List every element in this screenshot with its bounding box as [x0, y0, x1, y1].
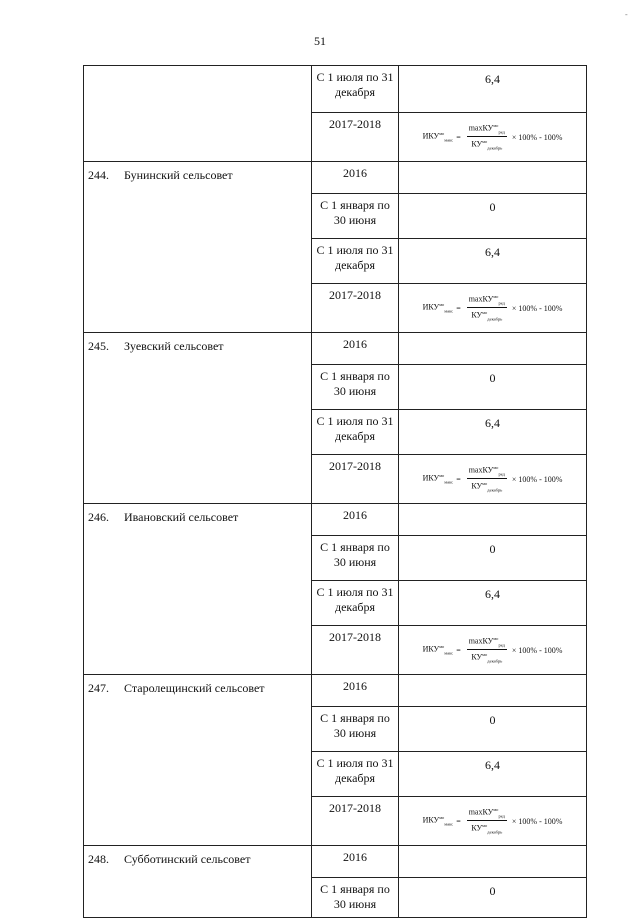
formula-fraction — [467, 805, 507, 838]
value-cell: 0 — [399, 536, 587, 581]
value-cell: 6,4 — [399, 410, 587, 455]
index-formula — [399, 121, 586, 154]
period-cell: С 1 января по 30 июня — [312, 707, 399, 752]
formula-cell — [399, 284, 587, 333]
formula-fraction — [467, 121, 507, 154]
municipality-name: Субботинский сельсовет — [124, 852, 251, 866]
formula-numerator: maxКУ$^{мо}_{ред}$ — [467, 121, 507, 137]
table-row — [84, 162, 587, 194]
municipality-name: Старолещинский сельсовет — [124, 681, 265, 695]
row-number: 246. — [88, 510, 109, 524]
corner-mark: - — [625, 10, 628, 19]
period-cell: 2017-2018 — [312, 797, 399, 846]
value-cell: 6,4 — [399, 581, 587, 626]
period-cell: 2017-2018 — [312, 455, 399, 504]
municipality-name: Ивановский сельсовет — [124, 510, 239, 524]
table-row — [84, 333, 587, 365]
value-cell: 0 — [399, 878, 587, 918]
formula-eq: = — [456, 303, 461, 313]
index-formula — [399, 463, 586, 496]
formula-lhs: $ИКУ^{мо}_{макс}$ — [422, 644, 454, 656]
formula-denominator: $КУ^{мо}_{декабрь}$ — [471, 652, 503, 664]
value-cell: 6,4 — [399, 239, 587, 284]
page-number: 51 — [314, 34, 326, 48]
value-cell: 6,4 — [399, 66, 587, 113]
formula-lhs: $ИКУ^{мо}_{макс}$ — [422, 815, 454, 827]
formula-cell — [399, 797, 587, 846]
year-cell: 2016 — [312, 846, 399, 878]
table-row — [84, 504, 587, 536]
formula-cell — [399, 113, 587, 162]
formula-cell — [399, 626, 587, 675]
table-row — [84, 66, 587, 113]
year-cell: 2016 — [312, 162, 399, 194]
row-number: 248. — [88, 852, 109, 866]
municipality-name: Зуевский сельсовет — [124, 339, 224, 353]
value-cell-empty — [399, 162, 587, 194]
formula-denominator: $КУ^{мо}_{декабрь}$ — [471, 139, 503, 151]
period-cell: С 1 июля по 31 декабря — [312, 752, 399, 797]
index-formula — [399, 292, 586, 325]
formula-lhs: $ИКУ^{мо}_{макс}$ — [422, 302, 454, 314]
period-cell: С 1 января по 30 июня — [312, 878, 399, 918]
formula-tail: × 100% - 100% — [511, 474, 563, 484]
formula-eq: = — [456, 474, 461, 484]
formula-fraction — [467, 463, 507, 496]
formula-eq: = — [456, 645, 461, 655]
year-cell: 2016 — [312, 504, 399, 536]
period-cell: 2017-2018 — [312, 113, 399, 162]
index-formula — [399, 634, 586, 667]
row-number: 245. — [88, 339, 109, 353]
year-cell: 2016 — [312, 675, 399, 707]
municipality-name-cell — [84, 675, 312, 846]
formula-fraction — [467, 292, 507, 325]
period-cell: 2017-2018 — [312, 284, 399, 333]
formula-eq: = — [456, 132, 461, 142]
municipality-name: Бунинский сельсовет — [124, 168, 233, 182]
formula-denominator: $КУ^{мо}_{декабрь}$ — [471, 481, 503, 493]
formula-cell — [399, 455, 587, 504]
table-body — [84, 66, 587, 918]
value-cell: 0 — [399, 707, 587, 752]
formula-eq: = — [456, 816, 461, 826]
value-cell: 6,4 — [399, 752, 587, 797]
formula-numerator: maxКУ$^{мо}_{ред}$ — [467, 805, 507, 821]
municipality-name-cell — [84, 846, 312, 918]
period-cell: С 1 июля по 31 декабря — [312, 66, 399, 113]
formula-tail: × 100% - 100% — [511, 816, 563, 826]
period-cell: С 1 января по 30 июня — [312, 536, 399, 581]
municipality-name-cell — [84, 333, 312, 504]
value-cell-empty — [399, 675, 587, 707]
formula-lhs: $ИКУ^{мо}_{макс}$ — [422, 473, 454, 485]
value-cell-empty — [399, 846, 587, 878]
formula-denominator: $КУ^{мо}_{декабрь}$ — [471, 310, 503, 322]
row-number: 247. — [88, 681, 109, 695]
period-cell: 2017-2018 — [312, 626, 399, 675]
municipality-name-cell — [84, 162, 312, 333]
formula-numerator: maxКУ$^{мо}_{ред}$ — [467, 634, 507, 650]
value-cell: 0 — [399, 194, 587, 239]
formula-tail: × 100% - 100% — [511, 303, 563, 313]
period-cell: С 1 июля по 31 декабря — [312, 581, 399, 626]
formula-numerator: maxКУ$^{мо}_{ред}$ — [467, 292, 507, 308]
period-cell: С 1 июля по 31 декабря — [312, 239, 399, 284]
period-cell: С 1 июля по 31 декабря — [312, 410, 399, 455]
table-row — [84, 675, 587, 707]
value-cell-empty — [399, 504, 587, 536]
tariff-table — [83, 65, 587, 918]
municipality-name-cell — [84, 504, 312, 675]
index-formula — [399, 805, 586, 838]
period-cell: С 1 января по 30 июня — [312, 365, 399, 410]
continuation-name-cell — [84, 66, 312, 162]
formula-tail: × 100% - 100% — [511, 645, 563, 655]
table-row — [84, 846, 587, 878]
formula-numerator: maxКУ$^{мо}_{ред}$ — [467, 463, 507, 479]
formula-lhs: $ИКУ^{мо}_{макс}$ — [422, 131, 454, 143]
formula-fraction — [467, 634, 507, 667]
row-number: 244. — [88, 168, 109, 182]
value-cell: 0 — [399, 365, 587, 410]
value-cell-empty — [399, 333, 587, 365]
formula-denominator: $КУ^{мо}_{декабрь}$ — [471, 823, 503, 835]
year-cell: 2016 — [312, 333, 399, 365]
formula-tail: × 100% - 100% — [511, 132, 563, 142]
period-cell: С 1 января по 30 июня — [312, 194, 399, 239]
